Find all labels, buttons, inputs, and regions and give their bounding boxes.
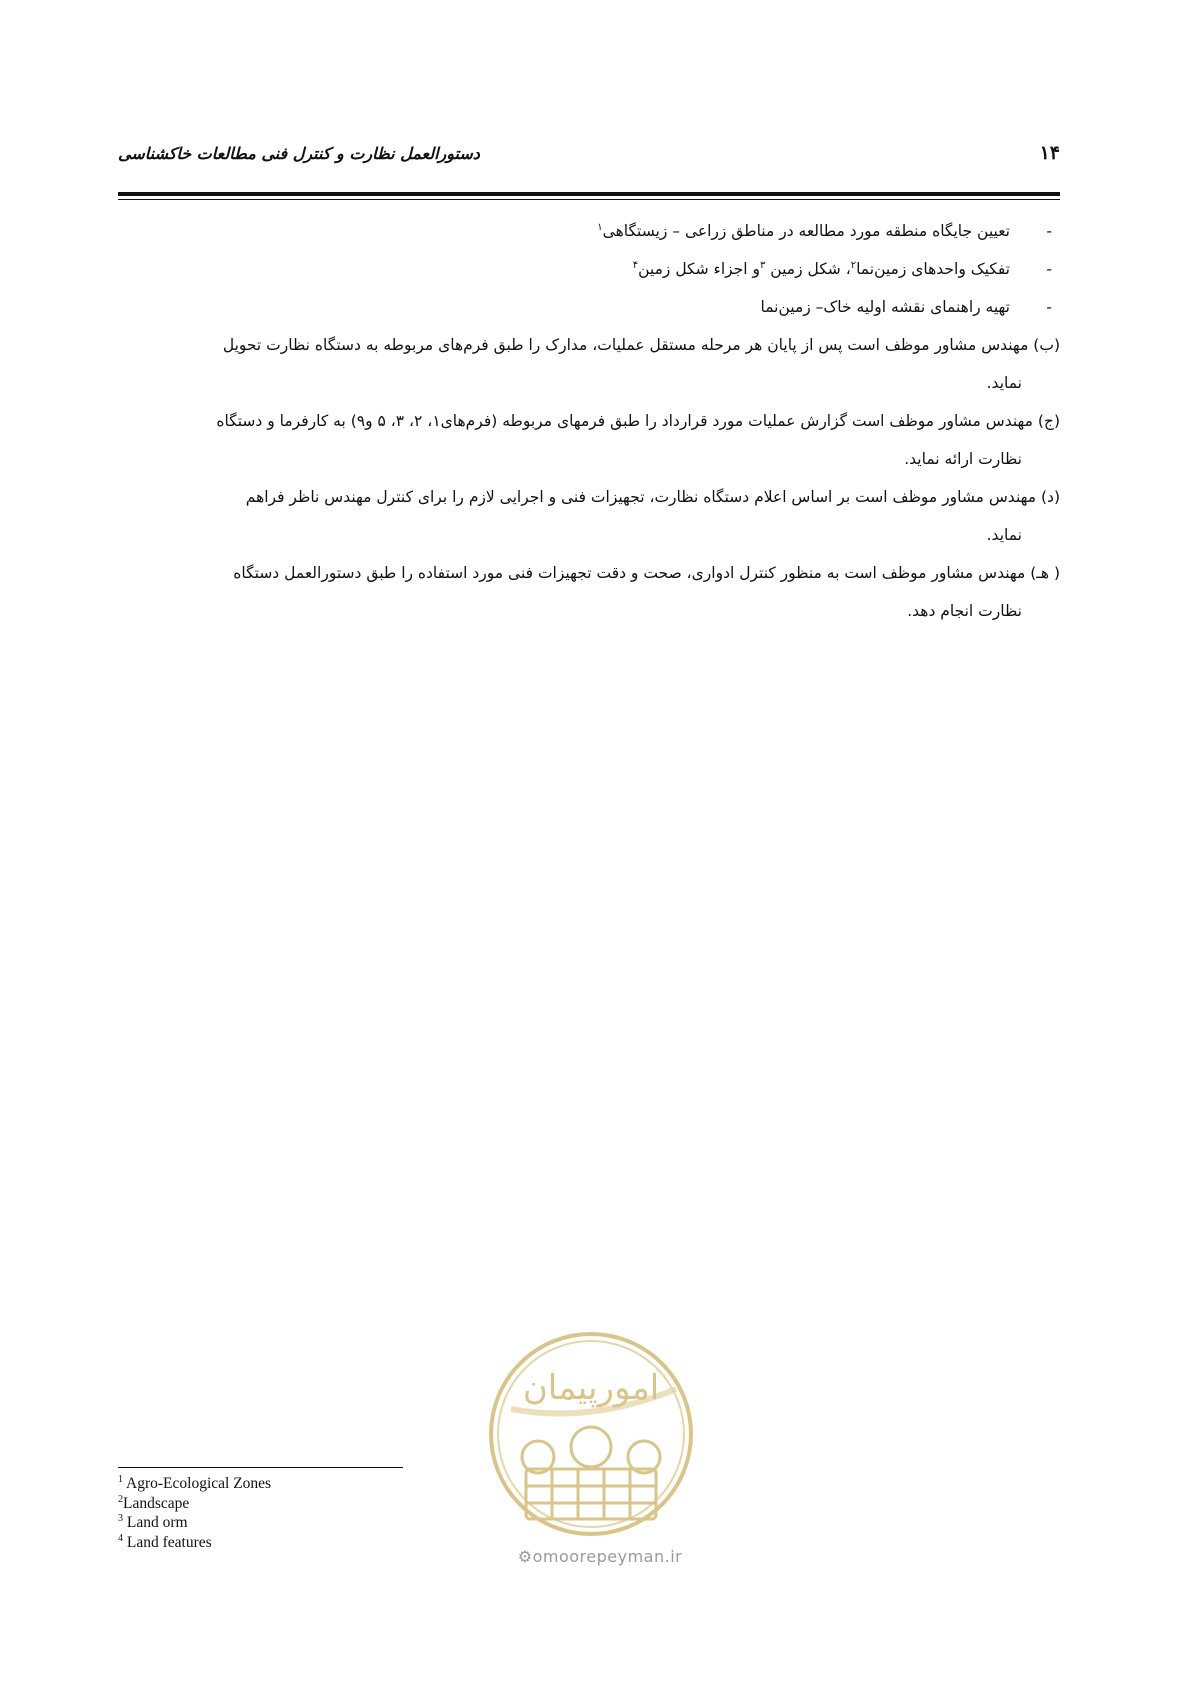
- footnote: $^4$ Land features: [118, 1532, 212, 1551]
- watermark-logo-text: امورپیمان: [522, 1368, 660, 1408]
- footnote-ref: ۳: [759, 259, 766, 271]
- page-number: ۱۴: [1039, 142, 1060, 164]
- paragraph-h: ( هـ) مهندس مشاور موظف است به منظور کنترل ادواری، صحت و دقت تجهیزات فنی مورد استفاده را طبق دستورالعمل دستگاه نظارت انجام دهد.: [233, 564, 1060, 620]
- footnote-ref: ۲: [850, 259, 857, 271]
- footnote: $^1$ Agro-Ecological Zones: [118, 1473, 272, 1492]
- bullet-dash: -: [1046, 222, 1052, 240]
- bullet-text: تفکیک واحدهای زمین‌نما$^۲$، شکل زمین $^۳$و اجزاء شکل زمین$^۴$: [632, 259, 1010, 278]
- bullet-item: [118, 288, 1052, 326]
- header-rule-thick: [118, 192, 1060, 196]
- bullet-text: تعیین جایگاه منطقه مورد مطالعه در مناطق زراعی – زیستگاهی$^۱$: [597, 221, 1010, 240]
- bullet-item: [118, 250, 1052, 288]
- running-title: دستورالعمل نظارت و کنترل فنی مطالعات خاکشناسی: [118, 144, 480, 163]
- footnote: $^3$ Land orm: [118, 1512, 188, 1531]
- footnote-ref: ۱: [597, 221, 603, 233]
- watermark-site: ⚙omoorepeyman.ir: [517, 1547, 683, 1566]
- paragraph-j: (ج) مهندس مشاور موظف است گزارش عملیات مورد قرارداد را طبق فرمهای مربوطه (فرم‌های۱، ۲، ۳، ۵ و۹) به کارفرما و دستگاه نظارت ارائه نماید.: [216, 412, 1060, 468]
- bullet-text: تهیه راهنمای نقشه اولیه خاک– زمین‌نما: [760, 298, 1010, 316]
- footnotes: [118, 1474, 271, 1552]
- paragraph-d: (د) مهندس مشاور موظف است بر اساس اعلام دستگاه نظارت، تجهیزات فنی و اجرایی لازم را برای کنترل مهندس ناظر فراهم نماید.: [245, 488, 1060, 544]
- page-header: [118, 142, 1060, 172]
- watermark-logo: [486, 1329, 696, 1539]
- paragraph-b: (ب) مهندس مشاور موظف است پس از پایان هر مرحله مستقل عملیات، مدارک را طبق فرم‌های مربوطه به دستگاه نظارت تحویل نماید.: [222, 336, 1060, 392]
- bullet-dash: -: [1046, 260, 1052, 278]
- footnote-ref: ۴: [632, 259, 639, 271]
- bullet-item: [118, 212, 1052, 250]
- header-rule-thin: [118, 199, 1060, 200]
- footnote-separator: [118, 1467, 403, 1468]
- bullet-dash: -: [1046, 298, 1052, 316]
- footnote: $^2$Landscape: [118, 1493, 190, 1512]
- body-content: [118, 212, 1060, 630]
